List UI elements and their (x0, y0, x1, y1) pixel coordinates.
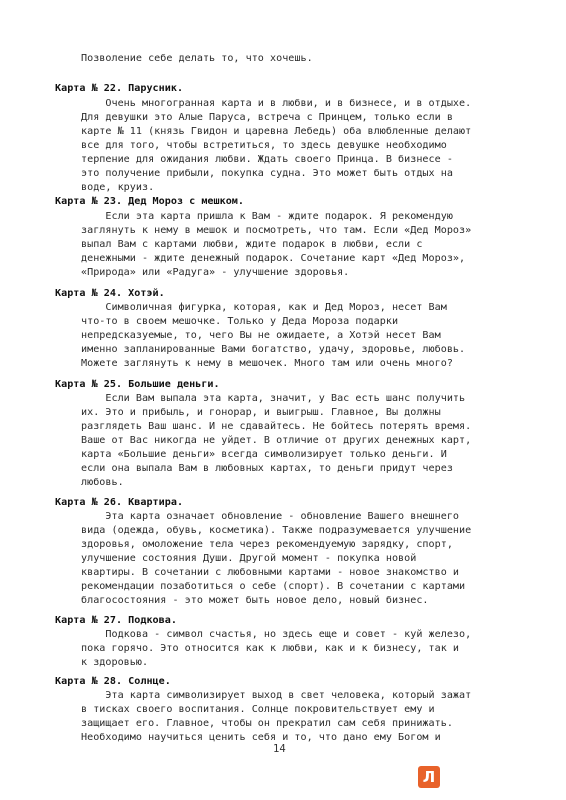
body-text-line: Можете заглянуть к нему в мешочек. Много там или очень много? (81, 358, 453, 369)
card-heading: Карта № 22. Парусник. (55, 83, 184, 94)
body-text-line: карте № 11 (князь Гвидон и царевна Лебедь) оба влюбленные делают (81, 126, 472, 137)
body-text-line: если она выпала Вам в любовных картах, то деньги придут через (81, 463, 453, 474)
body-text-line: Эта карта означает обновление - обновление Вашего внешнего (81, 511, 460, 522)
page-number: 14 (273, 743, 286, 755)
body-text-line: благосостояния - это может быть новое дело, новый бизнес. (81, 595, 429, 606)
publisher-logo-icon[interactable]: Л (418, 766, 440, 788)
body-text-line: защищает его. Главное, чтобы он прекратил сам себя принижать. (81, 718, 453, 729)
body-text-line: Подкова - символ счастья, но здесь еще и совет - куй железо, (81, 629, 472, 640)
body-text-line: квартиры. В сочетании с любовными картами - новое знакомство и (81, 567, 460, 578)
body-text-line: Ваше от Вас никогда не уйдет. В отличие от других денежных карт, (81, 435, 472, 446)
body-text-line: непредсказуемые, то, чего Вы не ожидаете, а Хотэй несет Вам (81, 330, 441, 341)
body-text-line: денежными - ждите денежный подарок. Сочетание карт «Дед Мороз», (81, 253, 466, 264)
card-heading: Карта № 27. Подкова. (55, 615, 177, 626)
body-text-line: воде, круиз. (81, 182, 155, 193)
card-heading: Карта № 25. Большие деньги. (55, 379, 220, 390)
card-heading: Карта № 28. Солнце. (55, 676, 171, 687)
body-text-line: улучшение состояния Души. Другой момент - покупка новой (81, 553, 417, 564)
body-text-line: терпение для ожидания любви. Ждать своего Принца. В бизнесе - (81, 154, 453, 165)
body-text-line: что-то в своем мешочке. Только у Деда Мороза подарки (81, 316, 399, 327)
body-text-line: Для девушки это Алые Паруса, встреча с Принцем, только если в (81, 112, 453, 123)
body-text-line: вида (одежда, обувь, косметика). Также подразумевается улучшение (81, 525, 472, 536)
card-heading: Карта № 24. Хотэй. (55, 288, 165, 299)
body-text-line: Если эта карта пришла к Вам - ждите подарок. Я рекомендую (81, 211, 453, 222)
body-text-line: в тисках своего воспитания. Солнце покровительствует ему и (81, 704, 435, 715)
body-text-line: Необходимо научиться ценить себя и то, что дано ему Богом и (81, 732, 441, 743)
body-text-line: разглядеть Ваш шанс. И не сдавайтесь. Не бойтесь потерять время. (81, 421, 472, 432)
card-heading: Карта № 23. Дед Мороз с мешком. (55, 196, 245, 207)
body-text-line: Символичная фигурка, которая, как и Дед Мороз, несет Вам (81, 302, 447, 313)
body-text-line: именно запланированные Вами богатство, удачу, здоровье, любовь. (81, 344, 466, 355)
body-text-line: карта «Большие деньги» всегда символизирует только деньги. И (81, 449, 447, 460)
body-text-line: это получение прибыли, покупка судна. Это может быть отдых на (81, 168, 453, 179)
body-text-line: здоровья, омоложение тела через рекомендуемую зарядку, спорт, (81, 539, 453, 550)
body-text-line: рекомендации позаботиться о себе (спорт). В сочетании с картами (81, 581, 466, 592)
body-text-line: Очень многогранная карта и в любви, и в бизнесе, и в отдыхе. (81, 98, 472, 109)
body-text-line: их. Это и прибыль, и гонорар, и выигрыш. Главное, Вы должны (81, 407, 441, 418)
body-text-line: пока горячо. Это относится как к любви, как и к бизнесу, так и (81, 643, 460, 654)
body-text-line: Эта карта символизирует выход в свет человека, который зажат (81, 690, 472, 701)
card-heading: Карта № 26. Квартира. (55, 497, 184, 508)
body-text-line: любовь. (81, 477, 124, 488)
body-text-line: Если Вам выпала эта карта, значит, у Вас есть шанс получить (81, 393, 466, 404)
body-text-line: «Природа» или «Радуга» - улучшение здоровья. (81, 267, 350, 278)
body-text-line: Позволение себе делать то, что хочешь. (81, 53, 313, 64)
body-text-line: к здоровью. (81, 657, 149, 668)
body-text-line: выпал Вам с картами любви, ждите подарок в любви, если с (81, 239, 423, 250)
body-text-line: заглянуть к нему в мешок и посмотреть, что там. Если «Дед Мороз» (81, 225, 472, 236)
body-text-line: все для того, чтобы встретиться, то здесь девушке необходимо (81, 140, 447, 151)
